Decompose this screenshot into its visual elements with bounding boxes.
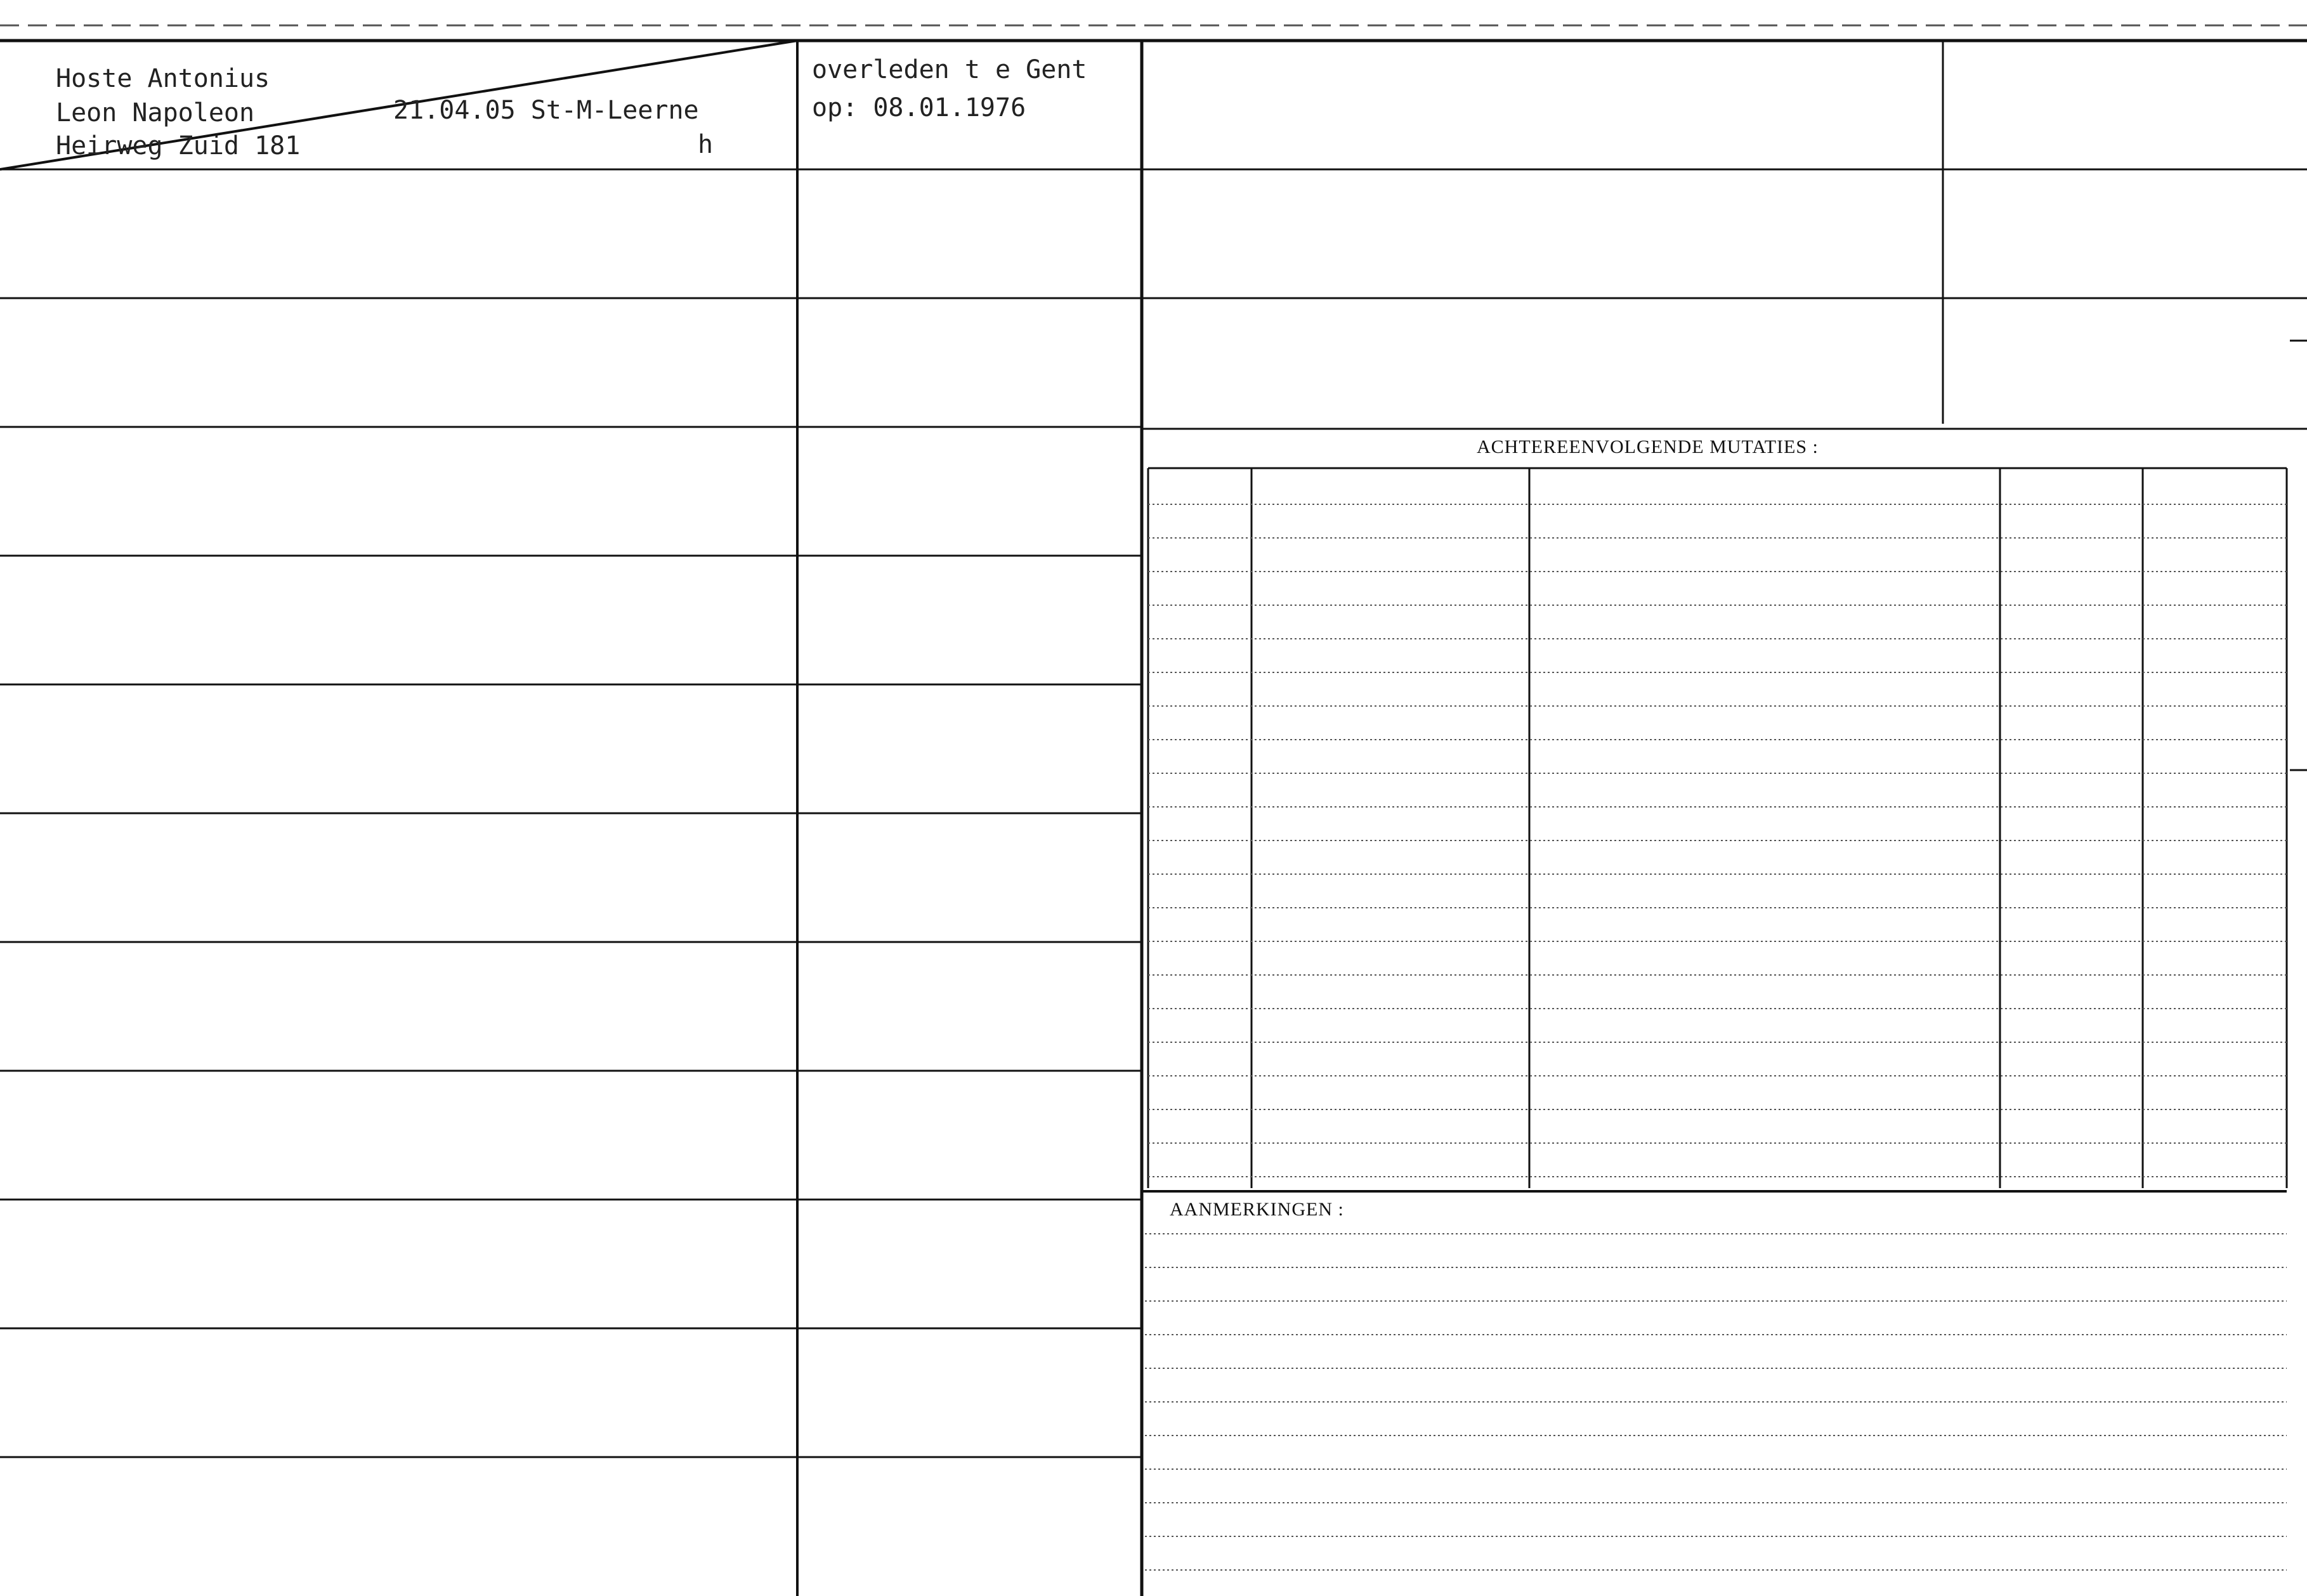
entry-surname: Hoste Antonius xyxy=(56,64,270,93)
mutations-heading: ACHTEREENVOLGENDE MUTATIES : xyxy=(1477,436,1819,457)
death-line-1: overleden t e Gent xyxy=(812,55,1087,84)
remarks-dotted-rows xyxy=(1145,1234,2287,1570)
mutations-dotted-rows xyxy=(1148,504,2287,1177)
left-row-lines xyxy=(0,169,1142,1457)
remarks-heading: AANMERKINGEN : xyxy=(1170,1199,1344,1220)
entry-given-names: Leon Napoleon xyxy=(56,98,255,128)
entry-address: Heirweg Zuid 181 xyxy=(56,131,301,160)
entry-birth: 21.04.05 St-M-Leerne xyxy=(393,96,699,125)
mutations-column-lines xyxy=(1148,468,2287,1188)
death-line-2: op: 08.01.1976 xyxy=(812,93,1026,122)
entry-mark: h xyxy=(698,130,714,159)
